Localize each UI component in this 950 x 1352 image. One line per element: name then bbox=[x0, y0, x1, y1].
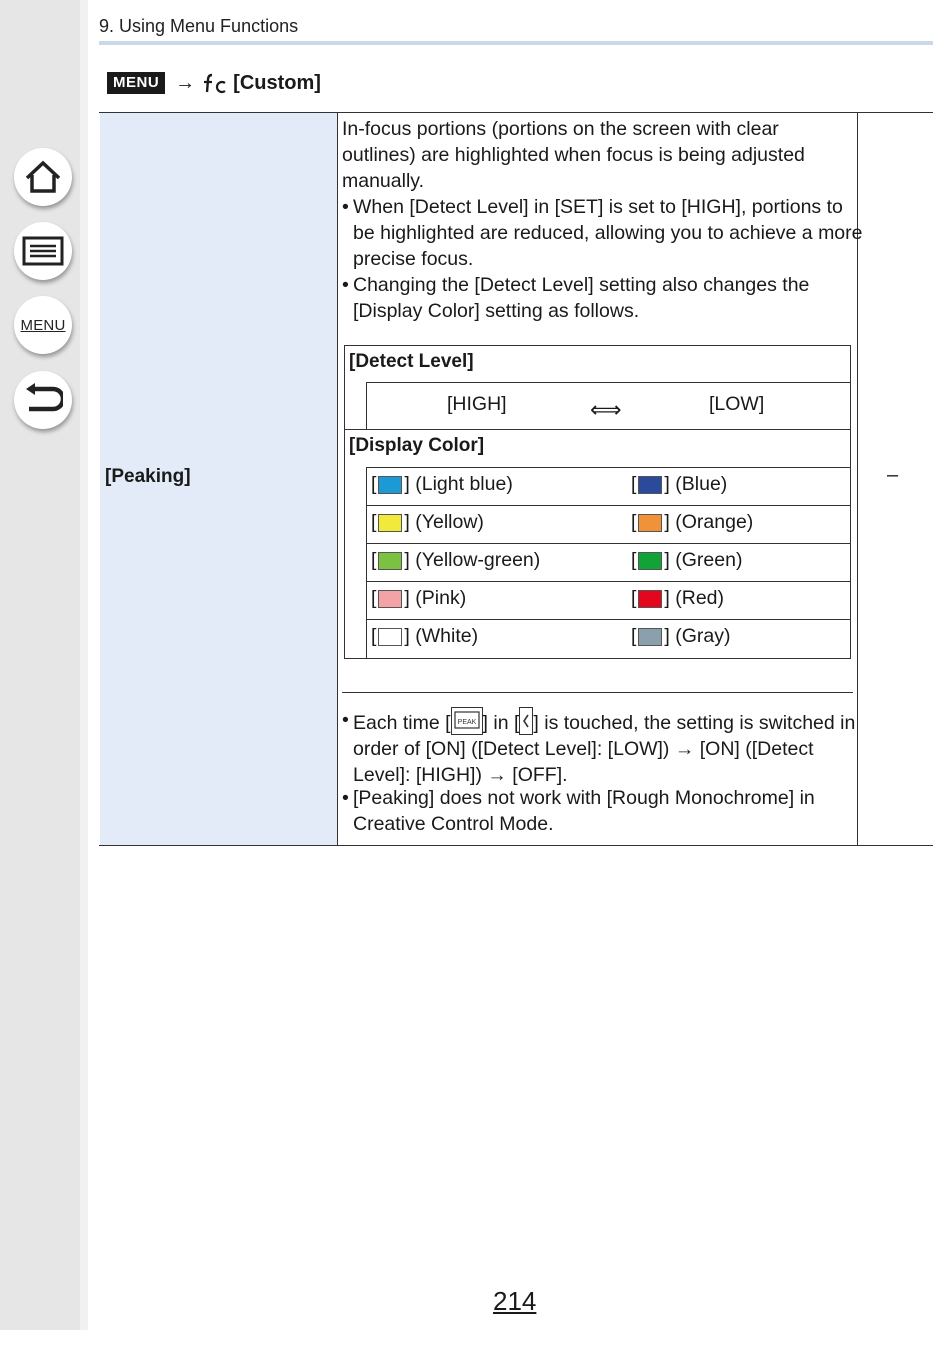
color-name: (Yellow-green) bbox=[415, 549, 541, 571]
contents-button[interactable] bbox=[14, 222, 72, 280]
swatch-light-blue bbox=[378, 476, 402, 494]
bullet3-pre: Each time [ bbox=[353, 712, 451, 734]
color-name: (White) bbox=[415, 625, 479, 647]
color-name: (Orange) bbox=[675, 511, 754, 533]
custom-fc-icon bbox=[203, 72, 227, 94]
color-blue: [ ] (Blue) bbox=[631, 473, 728, 495]
color-light-blue: [ ] (Light blue) bbox=[371, 473, 513, 495]
bullet3-post: ] is touched, the setting is switched in order of [ON] ([Detect Level]: [LOW]) → [ON] ([Detect Level]: [HIGH]) → [OFF]. bbox=[353, 712, 856, 786]
color-name: (Pink) bbox=[415, 587, 467, 609]
touch-tab-icon bbox=[519, 707, 533, 735]
column-divider-1 bbox=[337, 112, 338, 846]
restriction-dash: – bbox=[887, 464, 899, 486]
swatch-green bbox=[638, 552, 662, 570]
bidirectional-arrow: ⟺ bbox=[590, 397, 622, 422]
table-bottom-border bbox=[99, 845, 933, 846]
home-icon bbox=[23, 159, 63, 195]
swatch-red bbox=[638, 590, 662, 608]
color-yellow: [ ] (Yellow) bbox=[371, 511, 484, 533]
swatch-pink bbox=[378, 590, 402, 608]
svg-text:PEAK: PEAK bbox=[457, 719, 476, 726]
color-green: [ ] (Green) bbox=[631, 549, 743, 571]
item-name: [Peaking] bbox=[105, 466, 191, 487]
color-name: (Gray) bbox=[675, 625, 731, 647]
peak-touch-icon bbox=[451, 707, 483, 735]
detect-level-table bbox=[344, 345, 851, 659]
bullet3-mid: ] in [ bbox=[482, 712, 520, 734]
chapter-title: 9. Using Menu Functions bbox=[99, 16, 299, 36]
detect-level-high: [HIGH] bbox=[447, 393, 507, 415]
swatch-gray bbox=[638, 628, 662, 646]
swatch-yellow-green bbox=[378, 552, 402, 570]
swatch-white bbox=[378, 628, 402, 646]
swatch-orange bbox=[638, 514, 662, 532]
color-red: [ ] (Red) bbox=[631, 587, 725, 609]
intro-text: In-focus portions (portions on the screen with clear outlines) are highlighted when focus is being adjusted manually. bbox=[342, 118, 805, 192]
bullet-rough-monochrome: • [Peaking] does not work with [Rough Monochrome] in Creative Control Mode. bbox=[342, 785, 865, 837]
detect-level-low: [LOW] bbox=[709, 393, 765, 415]
table-top-border bbox=[99, 112, 933, 113]
color-name: (Green) bbox=[675, 549, 743, 571]
color-name: (Light blue) bbox=[415, 473, 513, 495]
breadcrumb bbox=[107, 71, 321, 95]
color-name: (Yellow) bbox=[415, 511, 484, 533]
sidebar bbox=[0, 0, 88, 1352]
display-color-label: [Display Color] bbox=[349, 435, 485, 456]
sidebar-edge bbox=[80, 0, 88, 1352]
menu-button[interactable] bbox=[14, 296, 72, 354]
header-rule bbox=[99, 41, 933, 45]
section-title: [Custom] bbox=[233, 71, 321, 94]
color-pink: [ ] (Pink) bbox=[371, 587, 467, 609]
swatch-yellow bbox=[378, 514, 402, 532]
page-number: 214 bbox=[493, 1286, 537, 1316]
bullet-touch-toggle bbox=[342, 707, 865, 788]
back-button[interactable] bbox=[14, 371, 72, 429]
bullet-detect-level: • When [Detect Level] in [SET] is set to [HIGH], portions to be highlighted are reduced, allowing you to achieve a more precise focus. bbox=[342, 194, 865, 272]
color-yellow-green: [ ] (Yellow-green) bbox=[371, 549, 541, 571]
detect-level-label: [Detect Level] bbox=[349, 351, 474, 372]
menu-button-label: MENU bbox=[20, 316, 66, 334]
color-name: (Blue) bbox=[675, 473, 728, 495]
list-icon bbox=[22, 236, 64, 266]
footer-strip bbox=[0, 1330, 88, 1352]
back-arrow-icon bbox=[23, 383, 63, 417]
color-white: [ ] (White) bbox=[371, 625, 479, 647]
bullet-display-color: • Changing the [Detect Level] setting also changes the [Display Color] setting as follows. bbox=[342, 272, 865, 324]
section-separator bbox=[342, 692, 853, 693]
breadcrumb-arrow: → bbox=[175, 71, 196, 94]
swatch-blue bbox=[638, 476, 662, 494]
menu-badge: MENU bbox=[107, 72, 165, 94]
color-gray: [ ] (Gray) bbox=[631, 625, 731, 647]
color-name: (Red) bbox=[675, 587, 725, 609]
color-orange: [ ] (Orange) bbox=[631, 511, 754, 533]
home-button[interactable] bbox=[14, 148, 72, 206]
menu-item-table bbox=[99, 112, 933, 846]
